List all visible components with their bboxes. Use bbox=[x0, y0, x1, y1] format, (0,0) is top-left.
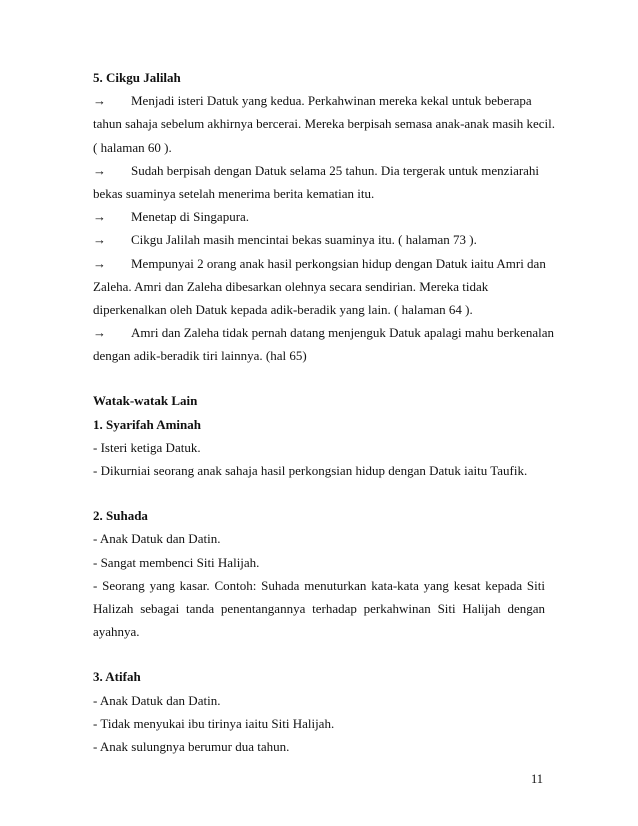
list-item bbox=[93, 159, 545, 182]
subheading-syarifah-aminah: 1. Syarifah Aminah bbox=[93, 416, 201, 432]
list-item-text: Sudah berpisah dengan Datuk selama 25 tahun. Dia tergerak untuk menziarahi bbox=[131, 162, 540, 178]
paragraph-line: - Tidak menyukai ibu tirinya iaitu Siti Halijah. bbox=[93, 715, 335, 731]
right-arrow-icon: → bbox=[93, 162, 106, 178]
right-arrow-icon: → bbox=[93, 232, 106, 248]
paragraph-line: ayahnya. bbox=[93, 624, 140, 640]
page-number: 11 bbox=[531, 772, 544, 786]
document-page bbox=[93, 66, 556, 758]
right-arrow-icon: → bbox=[93, 255, 106, 271]
spacer bbox=[93, 367, 545, 389]
paragraph-line: dengan adik-beradik tiri lainnya. (hal 65) bbox=[93, 348, 307, 364]
paragraph-line: tahun sahaja sebelum akhirnya bercerai. Mereka berpisah semasa anak-anak masih kecil. bbox=[93, 116, 556, 132]
paragraph-line: - Dikurniai seorang anak sahaja hasil perkongsian hidup dengan Datuk iaitu Taufik. bbox=[93, 463, 528, 478]
list-item-text: Cikgu Jalilah masih mencintai bekas suaminya itu. ( halaman 73 ). bbox=[131, 232, 477, 248]
list-item bbox=[93, 252, 545, 275]
section-heading-watak-lain: Watak-watak Lain bbox=[93, 393, 198, 409]
list-item bbox=[93, 205, 545, 228]
paragraph-line: bekas suaminya setelah menerima berita kematian itu. bbox=[93, 185, 375, 201]
list-item-text: Mempunyai 2 orang anak hasil perkongsian hidup dengan Datuk iaitu Amri dan bbox=[131, 255, 546, 271]
paragraph-line: - Anak sulungnya berumur dua tahun. bbox=[93, 738, 290, 754]
subheading-atifah: 3. Atifah bbox=[93, 669, 141, 685]
list-item bbox=[93, 89, 545, 112]
paragraph-line: diperkenalkan oleh Datuk kepada adik-beradik yang lain. ( halaman 64 ). bbox=[93, 301, 473, 317]
right-arrow-icon: → bbox=[93, 93, 106, 109]
paragraph-line: ( halaman 60 ). bbox=[93, 139, 172, 155]
spacer bbox=[93, 643, 545, 665]
section-heading-cikgu-jalilah: 5. Cikgu Jalilah bbox=[93, 70, 181, 85]
paragraph-line: - Anak Datuk dan Datin. bbox=[93, 531, 221, 547]
paragraph-line: - Isteri ketiga Datuk. bbox=[93, 439, 201, 455]
spacer bbox=[93, 482, 545, 504]
list-item-text: Amri dan Zaleha tidak pernah datang menjenguk Datuk apalagi mahu berkenalan bbox=[131, 325, 555, 341]
paragraph-line: - Sangat membenci Siti Halijah. bbox=[93, 554, 260, 570]
list-item-text: Menetap di Singapura. bbox=[131, 209, 250, 225]
right-arrow-icon: → bbox=[93, 209, 106, 225]
list-item bbox=[93, 321, 555, 344]
paragraph-line: Halizah sebagai tanda penentangannya terhadap perkahwinan Siti Halijah dengan bbox=[93, 600, 545, 616]
paragraph-line: - Anak Datuk dan Datin. bbox=[93, 692, 221, 708]
subheading-suhada: 2. Suhada bbox=[93, 508, 148, 524]
list-item bbox=[93, 228, 545, 251]
list-item-text: Menjadi isteri Datuk yang kedua. Perkahwinan mereka kekal untuk beberapa bbox=[131, 93, 532, 109]
right-arrow-icon: → bbox=[93, 325, 106, 341]
paragraph-line: Zaleha. Amri dan Zaleha dibesarkan olehnya secara sendirian. Mereka tidak bbox=[93, 278, 489, 294]
paragraph-line: - Seorang yang kasar. Contoh: Suhada menuturkan kata-kata yang kesat kepada Siti bbox=[93, 577, 545, 593]
